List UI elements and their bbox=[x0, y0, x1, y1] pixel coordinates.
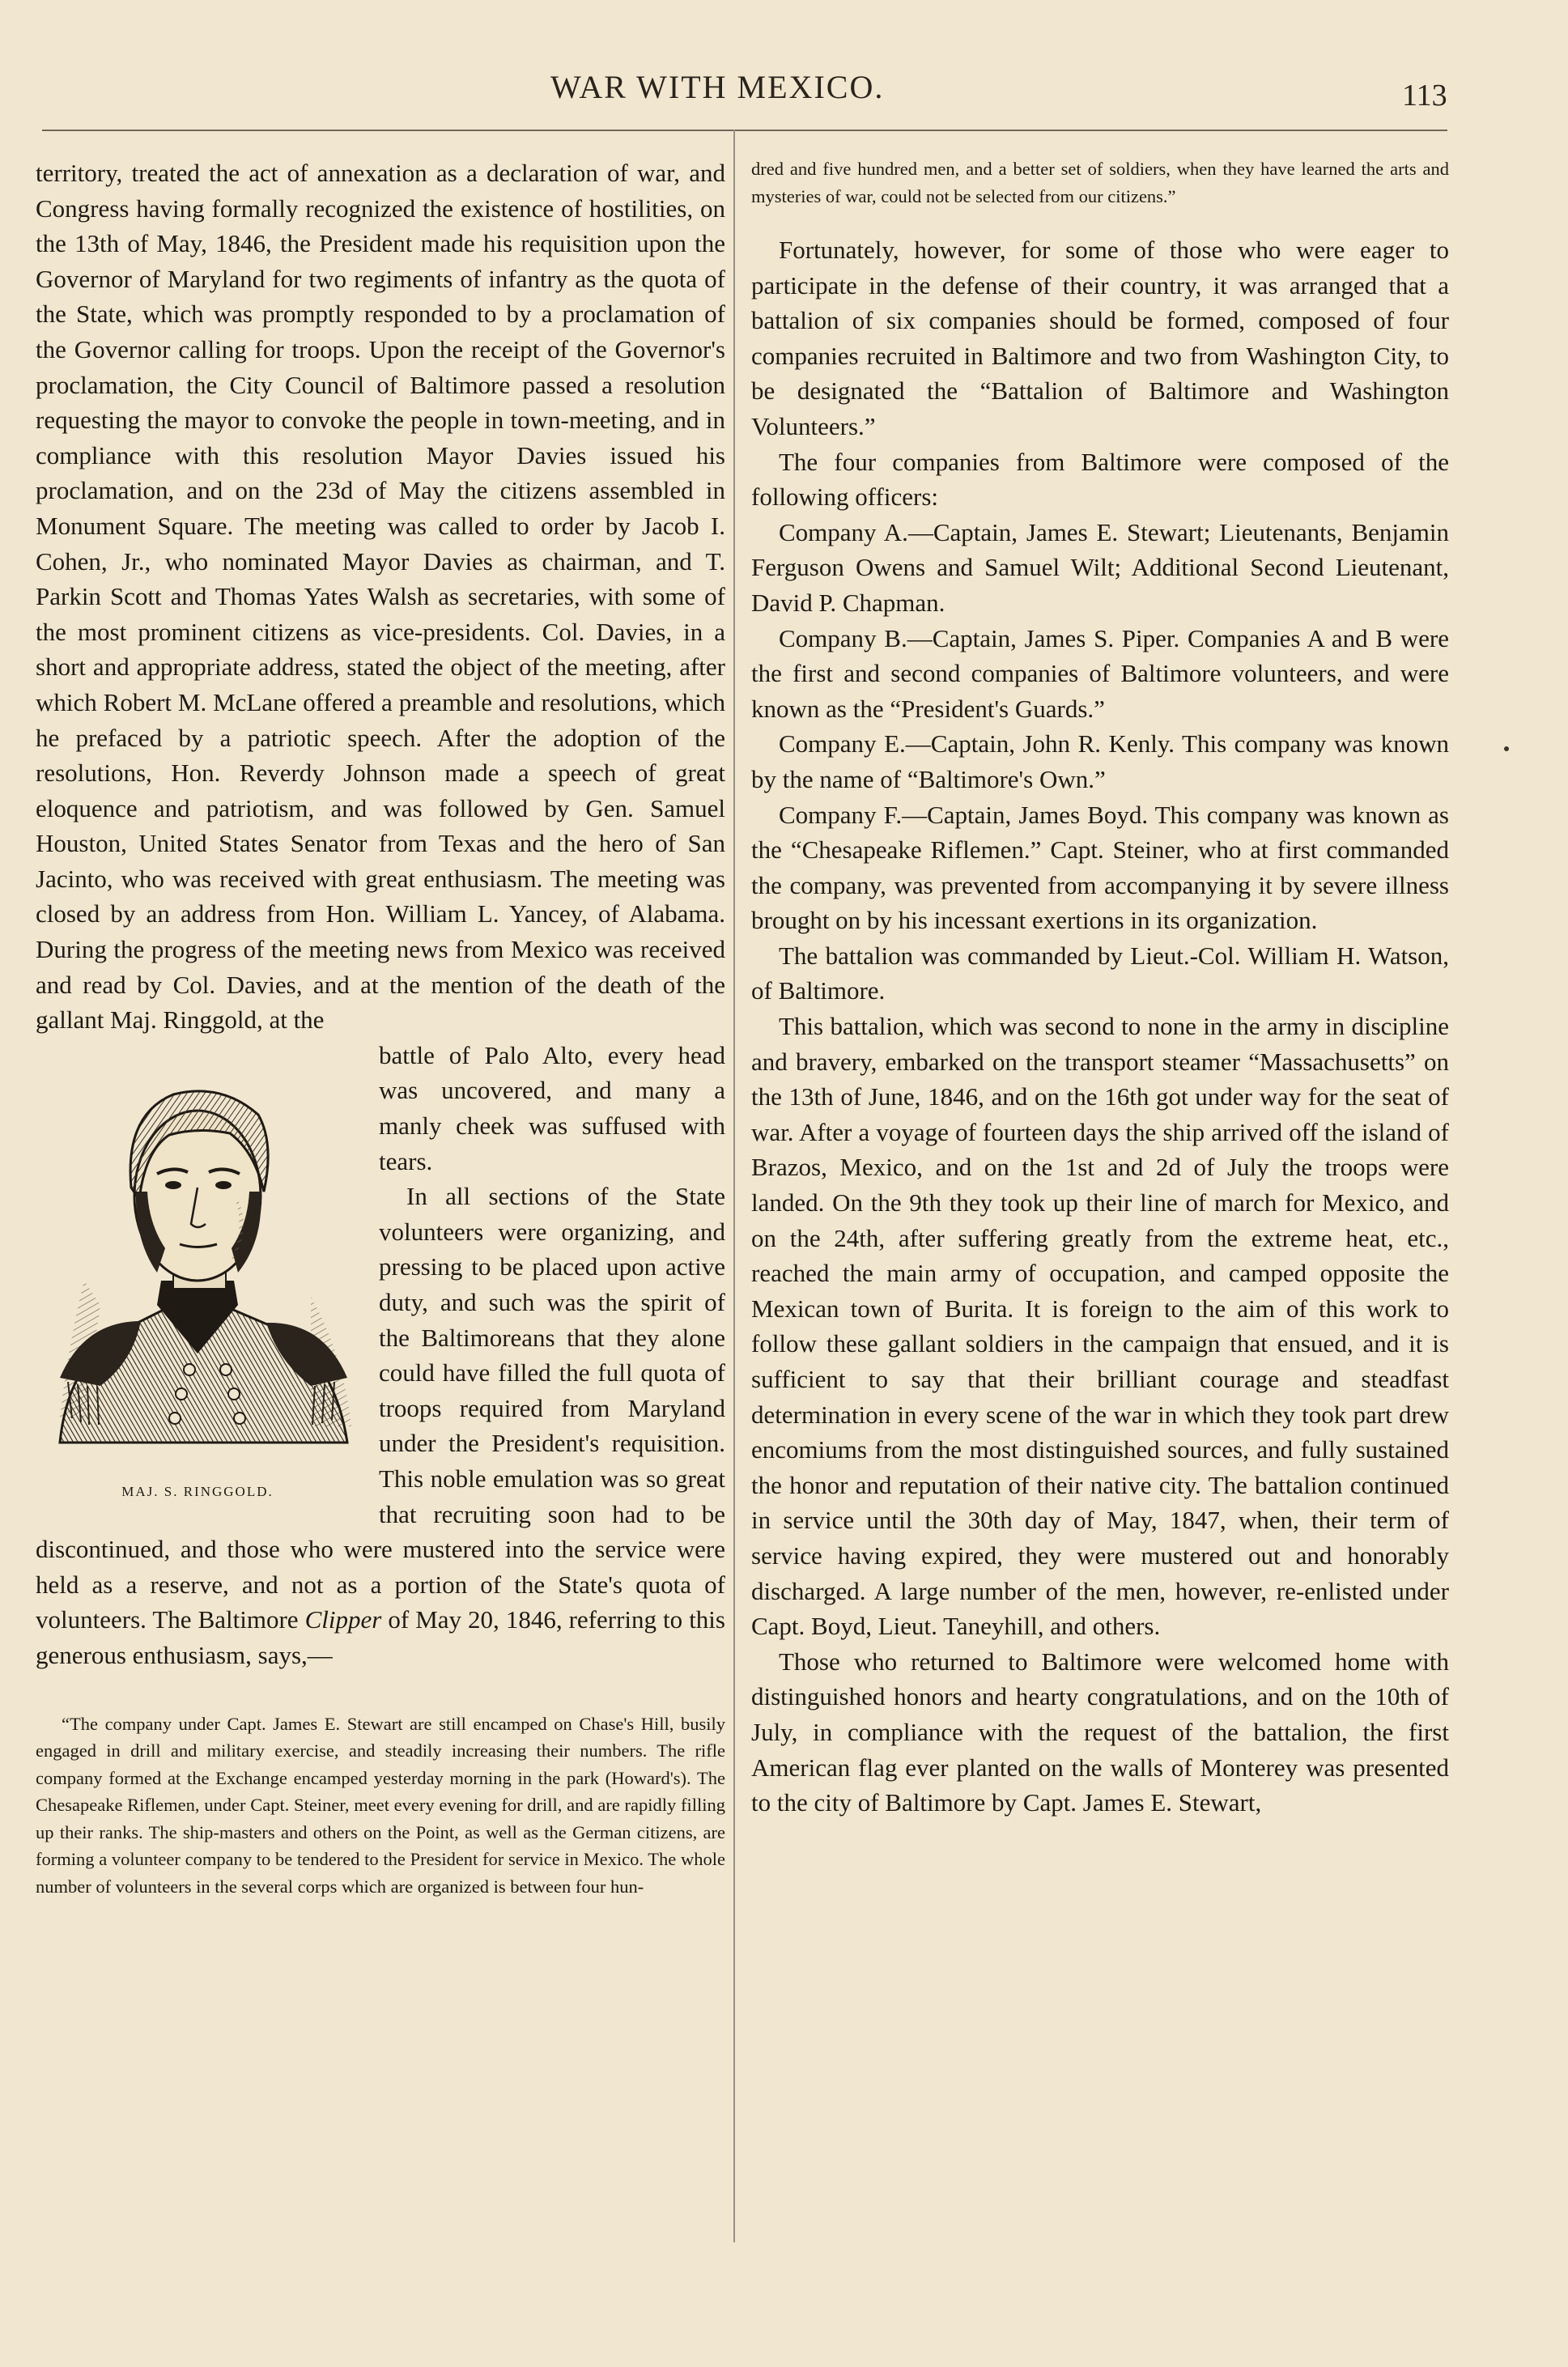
right-paragraph: This battalion, which was second to none in the army in discipline and bravery, embarked on the transport steamer “Massachusetts” on the 13th of June, 1846, and on the 16th got under way for the seat of war. After a voyage of fourteen days the ship arrived off the island of Brazos, Mexico, and on the 1st and 2d of July the troops were landed. On the 9th they took up their line of march for Mexico, and on the 24th, after suffering greatly from the extreme heat, etc., reached the main army of occupation, and camped opposite the Mexican town of Burita. It is foreign to the aim of this work to follow these gallant soldiers in the campaign that ensued, and it is sufficient to say that their brilliant courage and steadfast determination in every scene of the war in which they took part drew encomiums from the most distinguished sources, and fully sustained the honor and reputation of their native city. The battalion continued in service until the 30th day of May, 1847, when, their term of service having expired, they were mustered out and honorably discharged. A large number of the men, however, re-enlisted under Capt. Boyd, Lieut. Taneyhill, and others. bbox=[751, 1012, 1449, 1641]
left-paragraph-1 bbox=[36, 155, 725, 1038]
header-rule bbox=[42, 130, 1447, 131]
column-divider bbox=[733, 130, 735, 2242]
left-paragraph-2-tail: of May 20, 1846, referring to this generous enthusiasm, says,— bbox=[36, 1605, 725, 1669]
right-paragraph: Company F.—Captain, James Boyd. This company was known as the “Chesapeake Riflemen.” Capt. Steiner, who at first commanded the company, was prevented from accompanying it by severe illness brought on by his incessant exertions in its organization. bbox=[751, 800, 1449, 935]
right-paragraph: Company B.—Captain, James S. Piper. Companies A and B were the first and second companies of Baltimore volunteers, and were known as the “President's Guards.” bbox=[751, 623, 1449, 723]
ringgold-portrait-engraving bbox=[36, 1038, 359, 1475]
figure-caption: MAJ. S. RINGGOLD. bbox=[121, 1483, 274, 1499]
left-paragraph-1-text: territory, treated the act of annexation as a declaration of war, and Congress having formally recognized the existence of hostilities, on the 13th of May, 1846, the President made his requisition upon the Governor of Maryland for two regiments of infantry as the quota of the State, which was promptly responded to by a proclamation of the Governor calling for troops. Upon the receipt of the Governor's proclamation, the City Council of Baltimore passed a resolution requesting the mayor to convoke the people in town-meeting, and in compliance with this resolution Mayor Davies issued his proclamation, and on the 23d of May the citizens assembled in Monument Square. The meeting was called to order by Jacob I. Cohen, Jr., who nominated Mayor Davies as chairman, and T. Parkin Scott and Thomas Yates Walsh as secretaries, with some of the most prominent citizens as vice-presidents. Col. Davies, in a short and appropriate address, stated the object of the meeting, after which Robert M. McLane offered a preamble and resolutions, which he prefaced by a patriotic speech. After the adoption of the resolutions, Hon. Reverdy Johnson made a speech of great eloquence and patriotism, and was followed by Gen. Samuel Houston, United States Senator from Texas and the hero of San Jacinto, who was received with great enthusiasm. The meeting was closed by an address from Hon. William L. Yancey, of Alabama. During the progress of the meeting news from Mexico was received and read by Col. Davies, and at the mention of the death of the gallant Maj. Ringgold, at the bbox=[36, 159, 725, 1035]
left-paragraph-1-beside-figure: battle of Palo Alto, every head was uncovered, and many a manly cheek was suffused with tears. bbox=[379, 1040, 725, 1175]
portrait-figure bbox=[36, 1038, 359, 1501]
running-title: WAR WITH MEXICO. bbox=[550, 69, 885, 105]
left-paragraph-2-text: In all sections of the State volunteers were organizing, and pressing to be placed upon active duty, and such was the spirit of the Baltimoreans that they alone could have filled the full quota of troops required from Maryland under the President's requisition. This noble emulation was so great that recruiting soon had to be discontinued, and those who were mustered into the service were held as a reserve, and not as a portion of the State's quota of volunteers. The Baltimore bbox=[36, 1182, 725, 1634]
right-paragraph: The battalion was commanded by Lieut.-Col. William H. Watson, of Baltimore. bbox=[751, 941, 1449, 1005]
newspaper-title: Clipper bbox=[304, 1605, 382, 1634]
page-number: 113 bbox=[1402, 79, 1447, 113]
right-paragraph: Company A.—Captain, James E. Stewart; Lieutenants, Benjamin Ferguson Owens and Samuel Wilt; Additional Second Lieutenant, David P. Chapman. bbox=[751, 517, 1449, 617]
left-column bbox=[36, 155, 725, 1900]
paper-speck bbox=[1504, 746, 1509, 751]
right-paragraph: Those who returned to Baltimore were welcomed home with distinguished honors and hearty congratulations, and on the 10th of July, in compliance with the request of the battalion, the first American flag ever planted on the walls of Monterey was presented to the city of Baltimore by Capt. James E. Stewart, bbox=[751, 1647, 1449, 1817]
right-column bbox=[751, 155, 1449, 1821]
clipper-quote-continued: dred and five hundred men, and a better set of soldiers, when they have learned the arts and mysteries of war, could not be selected from our citizens.” bbox=[751, 159, 1449, 206]
clipper-quote: “The company under Capt. James E. Stewart are still encamped on Chase's Hill, busily engaged in drill and military exercise, and steadily increasing their numbers. The rifle company formed at the Exchange encamped yesterday morning in the park (Howard's). The Chesapeake Riflemen, under Capt. Steiner, meet every evening for drill, and are rapidly filling up their ranks. The ship-masters and others on the Point, as well as the German citizens, are forming a volunteer company to be tendered to the President for service in Mexico. The whole number of volunteers in the several corps which are organized is between four hun- bbox=[36, 1713, 725, 1897]
right-paragraph: Company E.—Captain, John R. Kenly. This company was known by the name of “Baltimore's Own.” bbox=[751, 729, 1449, 793]
right-paragraph: Fortunately, however, for some of those who were eager to participate in the defense of their country, it was arranged that a battalion of six companies should be formed, composed of four companies recruited in Baltimore and two from Washington City, to be designated the “Battalion of Baltimore and Washington Volunteers.” bbox=[751, 236, 1449, 440]
right-paragraph: The four companies from Baltimore were composed of the following officers: bbox=[751, 447, 1449, 512]
